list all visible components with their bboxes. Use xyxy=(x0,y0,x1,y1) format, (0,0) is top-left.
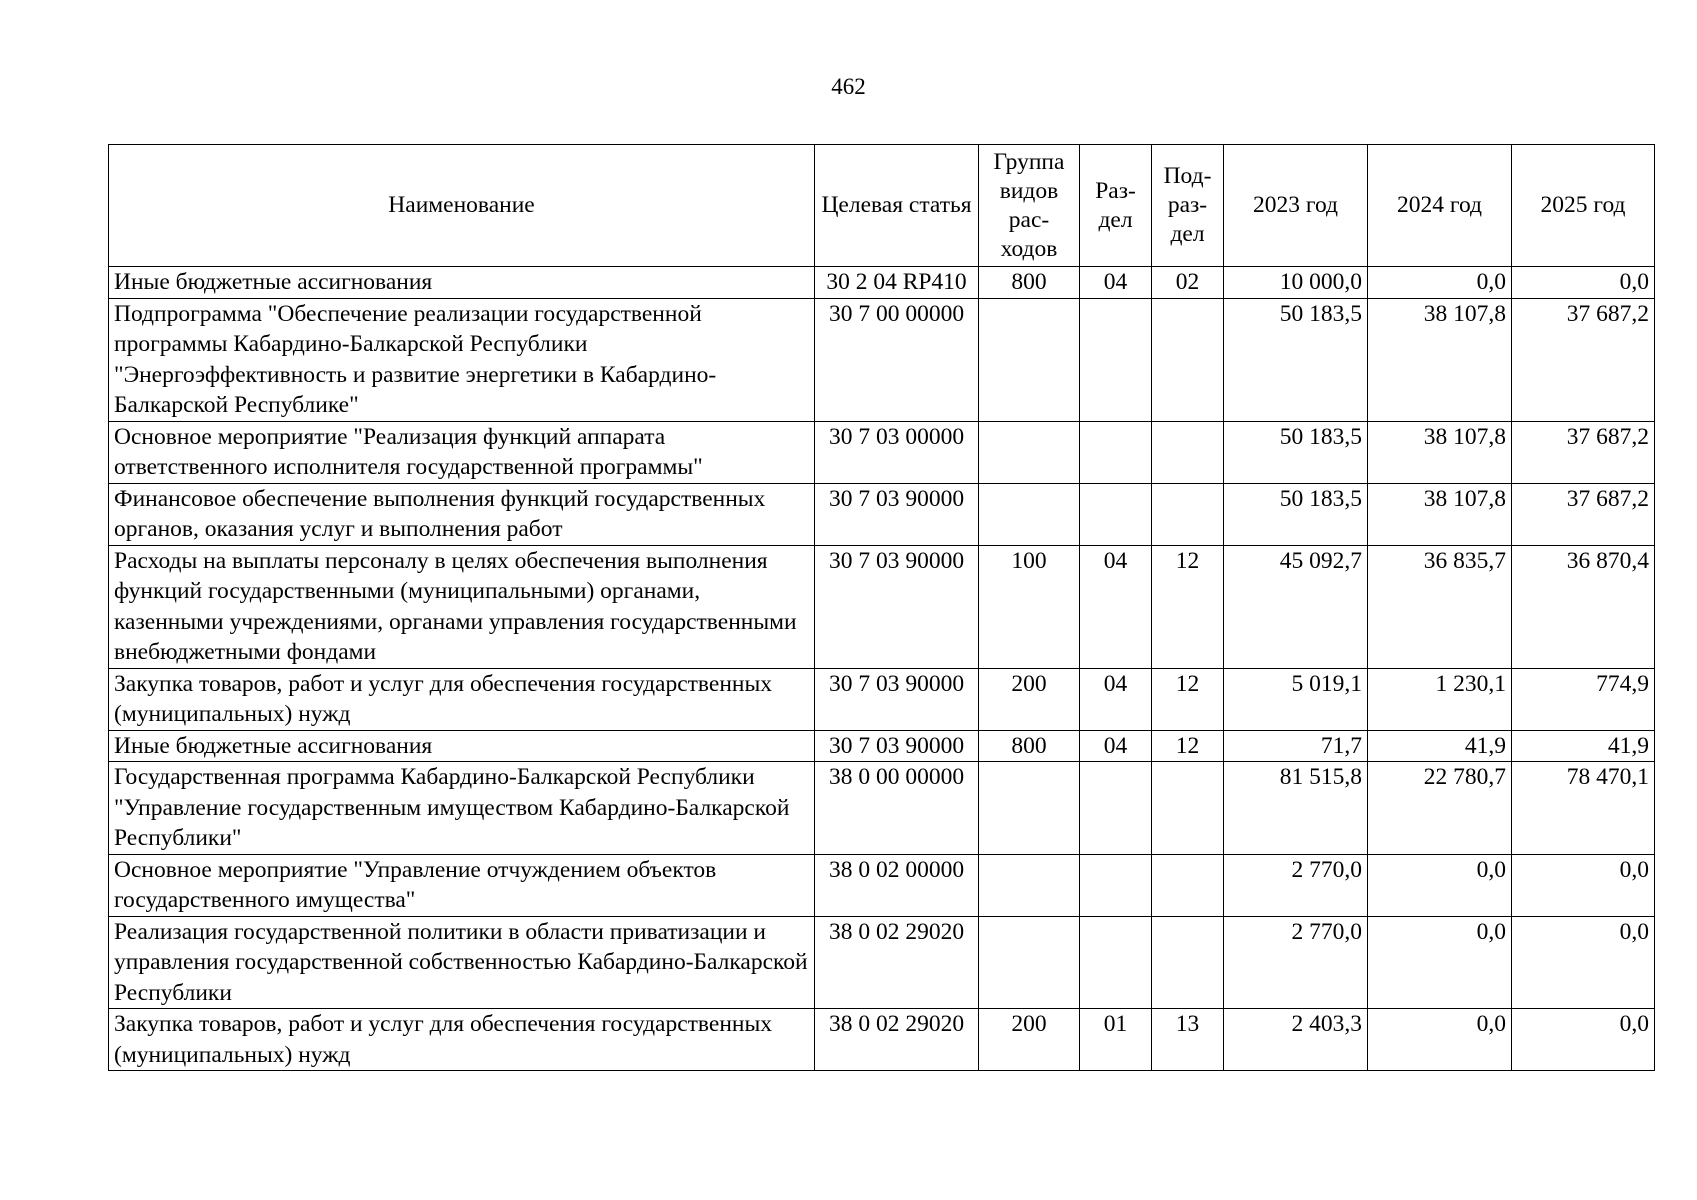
row-subsection xyxy=(1152,854,1224,916)
header-year-2025: 2025 год xyxy=(1512,145,1655,267)
table-row xyxy=(109,545,1655,668)
header-section: Раз-дел xyxy=(1080,145,1152,267)
row-2023: 10 000,0 xyxy=(1224,267,1368,299)
row-expense-group: 200 xyxy=(979,1009,1080,1071)
row-2024: 22 780,7 xyxy=(1368,762,1512,855)
header-name: Наименование xyxy=(109,145,815,267)
row-2025: 774,9 xyxy=(1512,668,1655,730)
row-name: Основное мероприятие "Управление отчуждением объектов государственного имущества" xyxy=(109,854,815,916)
row-2025: 78 470,1 xyxy=(1512,762,1655,855)
row-2024: 0,0 xyxy=(1368,854,1512,916)
row-section: 04 xyxy=(1080,730,1152,762)
row-2023: 50 183,5 xyxy=(1224,483,1368,545)
row-subsection: 12 xyxy=(1152,730,1224,762)
table-row xyxy=(109,298,1655,421)
row-section: 04 xyxy=(1080,267,1152,299)
table-row xyxy=(109,1009,1655,1071)
row-target-article: 30 7 03 90000 xyxy=(815,483,979,545)
row-2025: 41,9 xyxy=(1512,730,1655,762)
row-target-article: 38 0 02 29020 xyxy=(815,916,979,1009)
row-subsection xyxy=(1152,298,1224,421)
row-2023: 71,7 xyxy=(1224,730,1368,762)
row-section xyxy=(1080,916,1152,1009)
header-subsection: Под-раз-дел xyxy=(1152,145,1224,267)
table-row xyxy=(109,916,1655,1009)
table-row xyxy=(109,421,1655,483)
header-target-article: Целевая статья xyxy=(815,145,979,267)
row-2025: 0,0 xyxy=(1512,854,1655,916)
row-2024: 38 107,8 xyxy=(1368,421,1512,483)
row-expense-group: 100 xyxy=(979,545,1080,668)
row-subsection: 12 xyxy=(1152,545,1224,668)
row-name: Финансовое обеспечение выполнения функций государственных органов, оказания услуг и выполнения работ xyxy=(109,483,815,545)
table-header-row xyxy=(109,145,1655,267)
row-name: Закупка товаров, работ и услуг для обеспечения государственных (муниципальных) нужд xyxy=(109,1009,815,1071)
row-subsection: 02 xyxy=(1152,267,1224,299)
row-2023: 50 183,5 xyxy=(1224,421,1368,483)
row-2023: 2 770,0 xyxy=(1224,916,1368,1009)
row-2024: 1 230,1 xyxy=(1368,668,1512,730)
row-section xyxy=(1080,762,1152,855)
header-expense-group: Группа видов рас-ходов xyxy=(979,145,1080,267)
row-name: Основное мероприятие "Реализация функций аппарата ответственного исполнителя государственной программы" xyxy=(109,421,815,483)
row-2024: 0,0 xyxy=(1368,267,1512,299)
table-row xyxy=(109,762,1655,855)
row-section xyxy=(1080,854,1152,916)
table-row xyxy=(109,267,1655,299)
row-2024: 36 835,7 xyxy=(1368,545,1512,668)
row-2024: 0,0 xyxy=(1368,916,1512,1009)
row-target-article: 30 7 03 00000 xyxy=(815,421,979,483)
row-target-article: 38 0 02 00000 xyxy=(815,854,979,916)
row-2023: 5 019,1 xyxy=(1224,668,1368,730)
row-target-article: 30 7 00 00000 xyxy=(815,298,979,421)
header-year-2023: 2023 год xyxy=(1224,145,1368,267)
header-year-2024: 2024 год xyxy=(1368,145,1512,267)
row-section: 04 xyxy=(1080,545,1152,668)
row-expense-group: 200 xyxy=(979,668,1080,730)
row-expense-group xyxy=(979,854,1080,916)
row-2024: 0,0 xyxy=(1368,1009,1512,1071)
row-name: Иные бюджетные ассигнования xyxy=(109,267,815,299)
row-name: Государственная программа Кабардино-Балкарской Республики "Управление государственным имуществом Кабардино-Балкарской Республики" xyxy=(109,762,815,855)
row-target-article: 30 7 03 90000 xyxy=(815,545,979,668)
row-target-article: 38 0 00 00000 xyxy=(815,762,979,855)
row-expense-group: 800 xyxy=(979,267,1080,299)
row-section xyxy=(1080,298,1152,421)
row-2025: 0,0 xyxy=(1512,916,1655,1009)
row-name: Подпрограмма "Обеспечение реализации государственной программы Кабардино-Балкарской Республики "Энергоэффективность и развитие энергетики в Кабардино-Балкарской Республике" xyxy=(109,298,815,421)
row-expense-group xyxy=(979,421,1080,483)
row-subsection xyxy=(1152,762,1224,855)
row-expense-group xyxy=(979,483,1080,545)
row-target-article: 30 7 03 90000 xyxy=(815,668,979,730)
row-2023: 2 403,3 xyxy=(1224,1009,1368,1071)
row-2024: 38 107,8 xyxy=(1368,483,1512,545)
row-2023: 45 092,7 xyxy=(1224,545,1368,668)
row-expense-group xyxy=(979,298,1080,421)
table-row xyxy=(109,730,1655,762)
row-target-article: 30 7 03 90000 xyxy=(815,730,979,762)
row-expense-group xyxy=(979,762,1080,855)
row-section xyxy=(1080,421,1152,483)
row-2025: 37 687,2 xyxy=(1512,483,1655,545)
row-target-article: 30 2 04 RP410 xyxy=(815,267,979,299)
row-2025: 36 870,4 xyxy=(1512,545,1655,668)
row-2025: 37 687,2 xyxy=(1512,421,1655,483)
row-2025: 0,0 xyxy=(1512,267,1655,299)
row-target-article: 38 0 02 29020 xyxy=(815,1009,979,1071)
row-2025: 0,0 xyxy=(1512,1009,1655,1071)
row-expense-group: 800 xyxy=(979,730,1080,762)
row-subsection: 13 xyxy=(1152,1009,1224,1071)
table-row xyxy=(109,854,1655,916)
page-number: 462 xyxy=(831,74,866,99)
row-subsection xyxy=(1152,421,1224,483)
row-name: Иные бюджетные ассигнования xyxy=(109,730,815,762)
row-name: Расходы на выплаты персоналу в целях обеспечения выполнения функций государственными (муниципальными) органами, казенными учреждениями, органами управления государственными внебюджетными фондами xyxy=(109,545,815,668)
row-2025: 37 687,2 xyxy=(1512,298,1655,421)
row-section: 04 xyxy=(1080,668,1152,730)
row-name: Реализация государственной политики в области приватизации и управления государственной собственностью Кабардино-Балкарской Республики xyxy=(109,916,815,1009)
row-subsection xyxy=(1152,916,1224,1009)
row-expense-group xyxy=(979,916,1080,1009)
row-name: Закупка товаров, работ и услуг для обеспечения государственных (муниципальных) нужд xyxy=(109,668,815,730)
row-2023: 81 515,8 xyxy=(1224,762,1368,855)
row-2024: 41,9 xyxy=(1368,730,1512,762)
row-2024: 38 107,8 xyxy=(1368,298,1512,421)
row-section xyxy=(1080,483,1152,545)
row-section: 01 xyxy=(1080,1009,1152,1071)
table-row xyxy=(109,668,1655,730)
table-row xyxy=(109,483,1655,545)
budget-table xyxy=(108,144,1655,1071)
row-subsection: 12 xyxy=(1152,668,1224,730)
row-subsection xyxy=(1152,483,1224,545)
row-2023: 2 770,0 xyxy=(1224,854,1368,916)
row-2023: 50 183,5 xyxy=(1224,298,1368,421)
